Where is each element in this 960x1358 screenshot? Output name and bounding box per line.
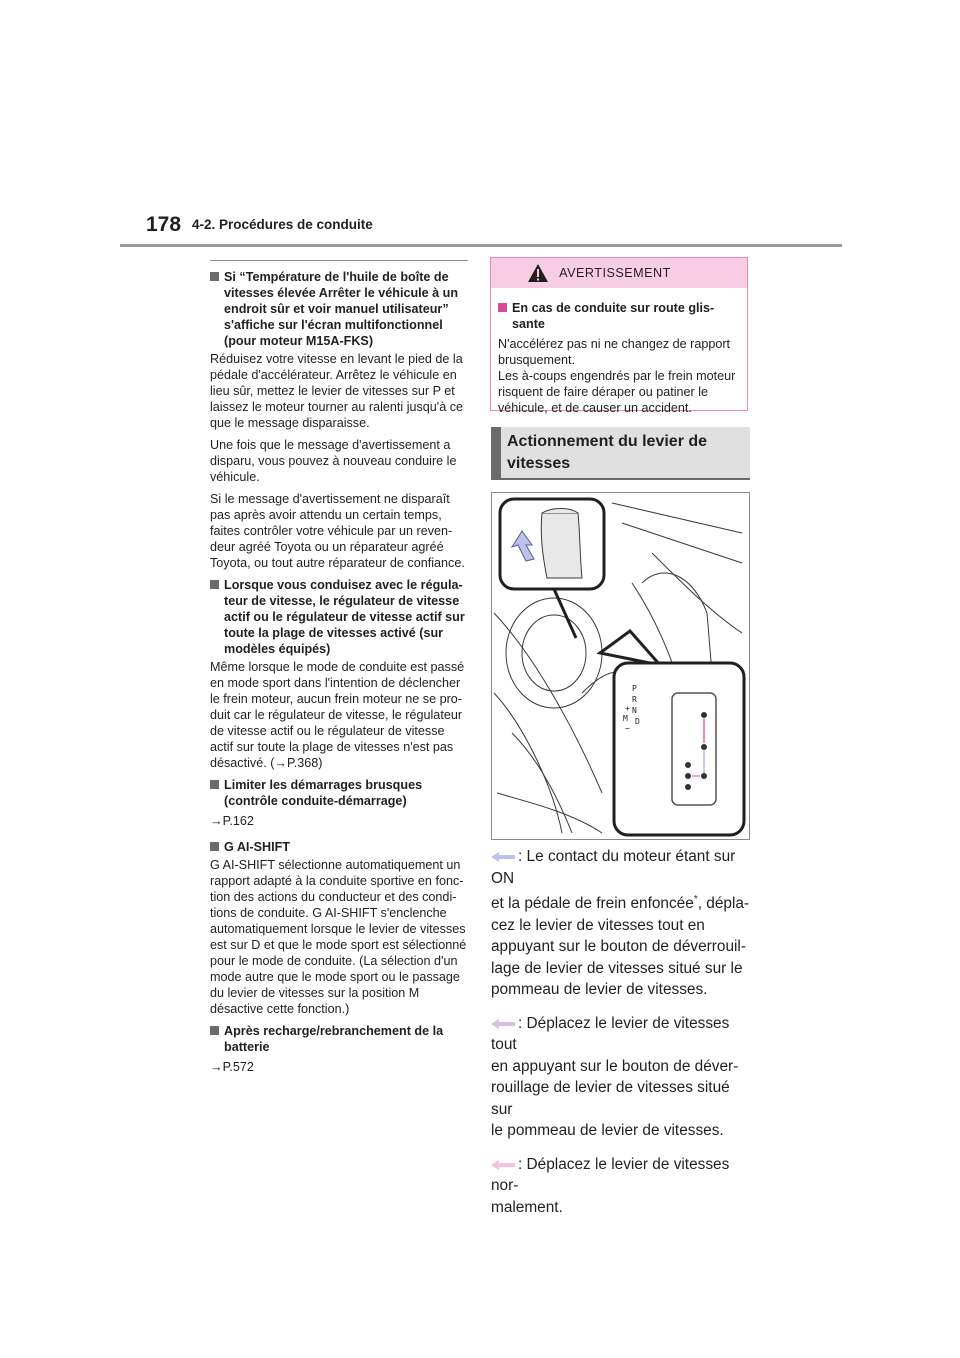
- shift-lever-drawing: [492, 493, 749, 839]
- gate-label-d: D: [635, 717, 640, 726]
- square-bullet-icon: [210, 842, 219, 851]
- gate-label-p: P: [632, 684, 637, 693]
- footnote-marker: *: [693, 894, 698, 905]
- column-rule: [210, 260, 468, 261]
- gate-label-n: N: [632, 706, 637, 715]
- item-title: Limiter les démarrages brusques (contrôle conduite-démarrage): [224, 778, 423, 808]
- legend-text: : Déplacez le levier de vitesses nor-: [491, 1155, 730, 1195]
- feature-heading: [491, 427, 750, 480]
- paragraph: N'accélérez pas ni ne changez de rapport brusquement.: [498, 337, 731, 367]
- legend-text: et la pédale de frein enfoncée: [491, 895, 694, 913]
- square-bullet-icon: [210, 580, 219, 589]
- legend-item-blue-arrow: [491, 846, 753, 1001]
- legend-item-lilac-arrow: [491, 1013, 753, 1142]
- paragraph: Une fois que le message d'avertissement a disparu, vous pouvez à nouveau conduire le véhicule.: [210, 438, 457, 484]
- feature-title-line: Actionnement du levier de: [507, 433, 708, 450]
- warning-heading-text: En cas de conduite sur route glis-sante: [512, 301, 715, 331]
- gate-plus: +: [625, 704, 630, 713]
- item-heading-cruise-control: [210, 577, 468, 657]
- legend-text: , dépla-: [697, 895, 750, 913]
- legend-text: en appuyant sur le bouton de déver-: [491, 1057, 739, 1075]
- legend-text: le pommeau de levier de vitesses.: [491, 1122, 724, 1140]
- item-heading-battery: [210, 1023, 468, 1055]
- warning-body: [491, 288, 747, 422]
- warning-triangle-icon: [527, 263, 549, 283]
- legend-text: rouillage de levier de vitesses situé sur: [491, 1079, 730, 1118]
- square-bullet-icon: [210, 1026, 219, 1035]
- blue-arrow-icon: [491, 852, 515, 862]
- paragraph: Même lorsque le mode de conduite est passé en mode sport dans l'intention de déclencher le frein moteur, aucun frein moteur ne se pro-duit car le régulateur de vitesse, le régulateur de vitesse actif ou le régulateur de vitesse actif sur toute la plage de vitesses n'est pas désactivé. (→P.368): [210, 660, 465, 770]
- page-number: 178: [146, 213, 182, 236]
- lilac-arrow-icon: [491, 1019, 515, 1029]
- page-reference-link[interactable]: →P.572: [210, 1060, 254, 1074]
- left-column: [210, 260, 468, 1085]
- shift-lever-illustration: [491, 492, 750, 840]
- warning-title: AVERTISSEMENT: [559, 266, 671, 280]
- square-bullet-icon: [498, 303, 507, 312]
- gate-minus: −: [625, 724, 630, 733]
- warning-box: [490, 257, 748, 415]
- section-title: 4-2. Procédures de conduite: [192, 217, 373, 232]
- warning-header: [491, 258, 747, 288]
- paragraph: Si le message d'avertissement ne disparaît pas après avoir attendu un certain temps, faites contrôler votre véhicule par un reven-deur agréé Toyota ou un réparateur agréé Toyota, ou tout autre réparateur de confiance.: [210, 492, 465, 570]
- item-heading-transmission-temp: [210, 269, 468, 349]
- item-heading-start-control: [210, 777, 468, 809]
- legend-text: appuyant sur le bouton de déverrouil-: [491, 938, 746, 956]
- gate-label-r: R: [632, 695, 637, 704]
- square-bullet-icon: [210, 272, 219, 281]
- legend-text: lage de levier de vitesses situé sur le: [491, 959, 743, 977]
- page-reference-link[interactable]: →P.162: [210, 814, 254, 828]
- paragraph: G AI-SHIFT sélectionne automatiquement un rapport adapté à la conduite sportive en fonc-tion des actions du conducteur et des condi-tions de conduite. G AI-SHIFT s'enclenche automatiquement lorsque le levier de vitesses est sur D et que le mode sport est sélectionné pour le mode de conduite. (La sélection d'un mode autre que le mode sport ou le passage du levier de vitesses sur la position M désactive cette fonction.): [210, 858, 467, 1016]
- item-heading-g-ai-shift: [210, 839, 468, 855]
- arrow-legend: [491, 846, 753, 1230]
- item-title: Lorsque vous conduisez avec le régula-teur de vitesse, le régulateur de vitesse actif ou le régulateur de vitesse actif sur toute la plage de vitesses activé (sur modèles équipés): [224, 578, 465, 656]
- item-title: Après recharge/rebranchement de la batterie: [224, 1024, 444, 1054]
- legend-text: pommeau de levier de vitesses.: [491, 981, 708, 999]
- legend-text: malement.: [491, 1198, 563, 1216]
- zoom-callout-knob: [500, 499, 604, 638]
- warning-heading: [498, 300, 740, 332]
- item-title: Si “Température de l'huile de boîte de vitesses élevée Arrêter le véhicule à un endroit sûr et voir manuel utilisateur” s'affiche sur l'écran multifonctionnel (pour moteur M15A-FKS): [224, 270, 459, 348]
- shift-gate-callout: [600, 631, 744, 835]
- legend-text: : Le contact du moteur étant sur ON: [491, 848, 736, 887]
- legend-item-pink-arrow: [491, 1154, 753, 1219]
- feature-title-line: vitesses: [507, 455, 571, 472]
- paragraph: Réduisez votre vitesse en levant le pied de la pédale d'accélérateur. Arrêtez le véhicule en lieu sûr, mettez le levier de vitesses sur P et laissez le moteur tourner au ralenti jusqu'à ce que le message disparaisse.: [210, 352, 464, 430]
- header-rule: [120, 244, 842, 247]
- square-bullet-icon: [210, 780, 219, 789]
- legend-text: cez le levier de vitesses tout en: [491, 916, 705, 934]
- pink-arrow-icon: [491, 1160, 515, 1170]
- item-title: G AI-SHIFT: [224, 840, 290, 854]
- legend-text: : Déplacez le levier de vitesses tout: [491, 1014, 730, 1054]
- paragraph: Les à-coups engendrés par le frein moteur risquent de faire déraper ou patiner le véhicule, et de causer un accident.: [498, 369, 736, 415]
- gate-label-m: M: [623, 714, 628, 723]
